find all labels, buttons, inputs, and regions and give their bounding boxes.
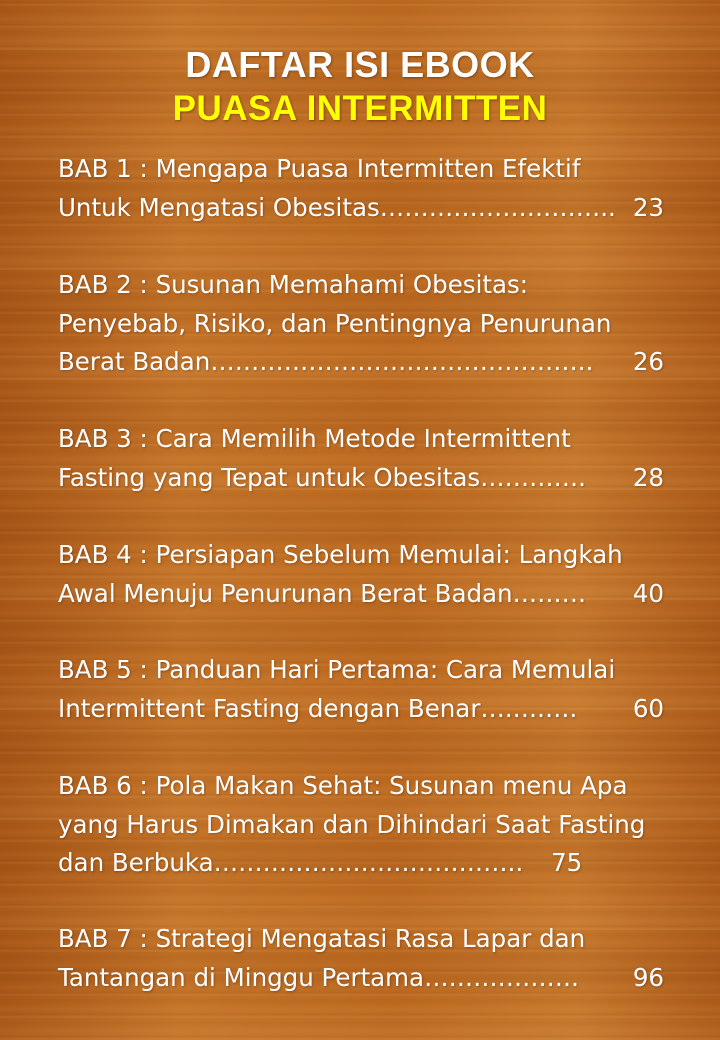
toc-entry-bab-2 (58, 266, 678, 382)
toc-entry-line-text: Fasting yang Tepat untuk Obesitas…………. (58, 462, 586, 492)
toc-entry-bab-7 (58, 920, 678, 997)
toc-page-number: 28 (632, 462, 664, 492)
toc-entry-line-text: dan Berbuka……………………………….. (58, 848, 524, 877)
toc-entry-line: BAB 1 : Mengapa Puasa Intermitten Efektif (58, 154, 581, 183)
toc-entry-line: BAB 6 : Pola Makan Sehat: Susunan menu Apa (58, 771, 628, 800)
toc-page-number: 60 (632, 693, 664, 723)
toc-entry-line-last (58, 343, 678, 382)
toc-entry-bab-3 (58, 420, 678, 497)
toc-entry-line: BAB 3 : Cara Memilih Metode Intermittent (58, 424, 571, 453)
toc-entry-line: BAB 2 : Susunan Memahami Obesitas: (58, 270, 529, 299)
toc-entry-line-last (58, 844, 678, 883)
toc-entry-line-text: Tantangan di Minggu Pertama………………. (58, 962, 579, 992)
toc-page-number: 75 (551, 848, 583, 877)
toc-page-number: 26 (632, 347, 664, 376)
toc-entry-line-text: Intermittent Fasting dengan Benar….….…. (58, 693, 578, 723)
toc-entry-line-last (58, 459, 678, 498)
toc-entry-line: BAB 5 : Panduan Hari Pertama: Cara Memulai (58, 655, 616, 684)
toc-entry-line-last (58, 959, 678, 998)
toc-entry-line-text: Untuk Mengatasi Obesitas……………………….. (58, 192, 616, 222)
toc-entry-line: BAB 4 : Persiapan Sebelum Memulai: Langkah (58, 540, 623, 569)
toc-entry-line-text: Awal Menuju Penurunan Berat Badan……… (58, 578, 587, 608)
toc-entry-line: Penyebab, Risiko, dan Pentingnya Penurunan (58, 308, 612, 338)
toc-page-number: 23 (632, 192, 664, 222)
toc-entry-line-last (58, 690, 678, 729)
ebook-title: DAFTAR ISI EBOOK (185, 44, 535, 85)
ebook-subtitle: PUASA INTERMITTEN (172, 89, 548, 128)
toc-page-number: 96 (632, 962, 664, 992)
toc-page-number: 40 (632, 578, 664, 608)
toc-entry-bab-5 (58, 651, 678, 728)
toc-entry-line-text: Berat Badan……………………………………….. (58, 347, 594, 376)
toc-entry-line-last (58, 189, 678, 228)
toc-entry-bab-1 (58, 150, 678, 227)
toc-entry-bab-4 (58, 536, 678, 613)
toc-entry-line-last (58, 575, 678, 614)
toc-entry-bab-6 (58, 767, 678, 883)
toc-entry-line: BAB 7 : Strategi Mengatasi Rasa Lapar dan (58, 924, 586, 953)
toc-entry-line: yang Harus Dimakan dan Dihindari Saat Fasting (58, 809, 646, 839)
